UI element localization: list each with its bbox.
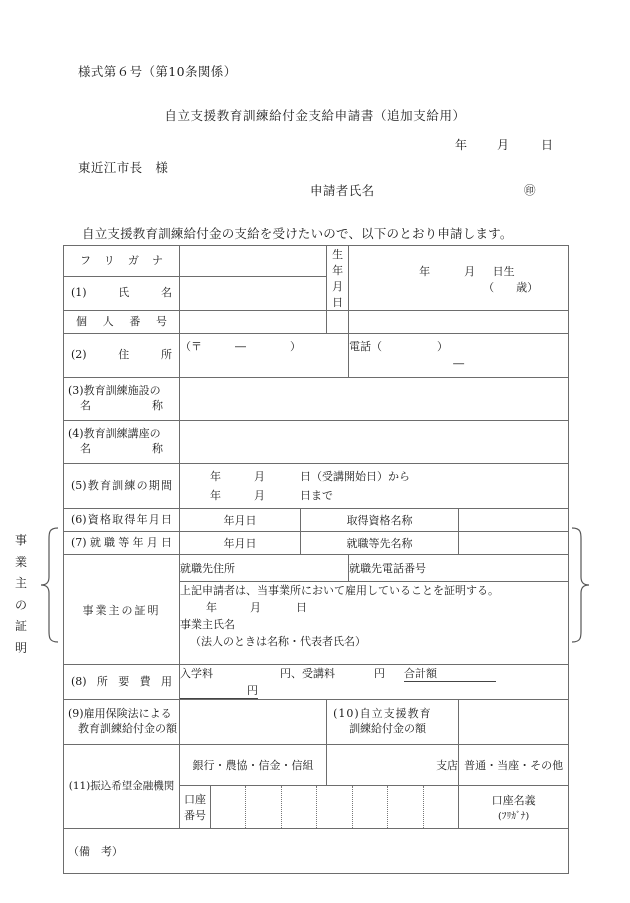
qualification-name-label: 取得資格名称: [301, 509, 459, 532]
account-number-input[interactable]: [211, 786, 459, 829]
employment-insurance-input[interactable]: [180, 700, 327, 745]
vlabel-char-2: 業: [14, 554, 27, 569]
vlabel-char-1: 事: [14, 533, 27, 547]
entrance-fee-label: 入学料: [180, 667, 213, 680]
table-row-bank-institution: [64, 745, 569, 786]
tuition-fee-label: 円、受講料: [280, 667, 335, 680]
qual-year-label: 年: [223, 514, 235, 527]
table-row-benefit-amounts: [64, 700, 569, 745]
table-row-qualification: [64, 509, 569, 532]
employment-date-label: (7)就職等年月日: [64, 532, 180, 555]
table-row-address: [64, 334, 569, 378]
self-support-benefit-input[interactable]: [459, 700, 569, 745]
qual-month-label: 月: [234, 514, 246, 527]
right-brace-icon: [570, 527, 592, 643]
account-type-options[interactable]: 普通・当座・その他: [459, 745, 569, 786]
vlabel-char-3: 主: [14, 576, 27, 590]
date-day-label: 日: [541, 138, 554, 152]
account-digit-cell[interactable]: [246, 786, 281, 828]
mynumber-spacer-a: [327, 311, 349, 334]
period-end-year: 年: [210, 489, 221, 502]
period-start-month: 月: [254, 469, 265, 483]
employer-cert-label: 事業主の証明: [64, 555, 180, 665]
table-row-expenses: [64, 665, 569, 700]
owner-name-label: 事業主氏名: [180, 618, 235, 632]
account-digit-cell[interactable]: [282, 786, 317, 828]
cert-month-label: 月: [250, 601, 261, 615]
work-telephone-label: 就職先電話番号: [349, 555, 569, 582]
account-digit-cell[interactable]: [317, 786, 352, 828]
application-table: [63, 245, 569, 874]
qualification-date-label: (6)資格取得年月日: [64, 509, 180, 532]
institution-label: (3)教育訓練施設の 名称: [64, 378, 180, 421]
vlabel-char-5: 証: [14, 619, 27, 633]
submission-date-line: [455, 136, 553, 153]
left-brace-icon: [38, 527, 60, 643]
mynumber-input[interactable]: [180, 311, 327, 334]
qual-day-label: 日: [245, 514, 257, 527]
account-holder-label: 口座名義 (ﾌﾘｶﾞﾅ): [459, 786, 569, 829]
table-row-employment: [64, 532, 569, 555]
period-label: (5)教育訓練の期間: [64, 464, 180, 509]
date-year-label: 年: [455, 138, 468, 152]
emp-year-label: 年: [223, 537, 235, 550]
page-title: 自立支援教育訓練給付金支給申請書（追加支給用）: [164, 108, 466, 123]
remarks-field[interactable]: [64, 829, 569, 874]
bank-label: (11)振込希望金融機関: [64, 745, 180, 829]
birth-date-field[interactable]: [349, 246, 569, 311]
employer-name-label: 就職等先名称: [301, 532, 459, 555]
period-end-day: 日まで: [300, 489, 333, 502]
employment-insurance-label: (9)雇用保険法による 教育訓練給付金の額: [64, 700, 180, 745]
table-row-work-contact: [64, 555, 569, 582]
telephone-dash: ―: [453, 357, 465, 370]
vlabel-char-4: の: [14, 597, 27, 612]
address-input[interactable]: [180, 334, 349, 378]
work-address-label: 就職先住所: [180, 555, 349, 582]
period-field[interactable]: [180, 464, 569, 509]
name-input[interactable]: [180, 276, 327, 310]
furigana-label: フリガナ: [64, 246, 180, 277]
account-number-label: 口座番号: [180, 786, 211, 829]
account-digit-cell[interactable]: [388, 786, 423, 828]
self-support-benefit-label: (10)自立支援教育 訓練給付金の額: [327, 700, 459, 745]
qualification-name-input[interactable]: [459, 509, 569, 532]
table-row-furigana: [64, 246, 569, 277]
address-label: (2)住所: [64, 334, 180, 378]
name-label: (1)氏名: [64, 276, 180, 310]
intro-statement: 自立支援教育訓練給付金の支給を受けたいので、以下のとおり申請します。: [82, 226, 513, 241]
table-row-period: [64, 464, 569, 509]
employer-name-input[interactable]: [459, 532, 569, 555]
corporation-note: （法人のときは名称・代表者氏名）: [190, 635, 366, 649]
course-input[interactable]: [180, 421, 569, 464]
expenses-label: (8)所要費用: [64, 665, 180, 700]
vlabel-char-6: 明: [14, 640, 27, 655]
remarks-label: （備 考）: [68, 845, 123, 858]
birth-month-label: 月: [464, 265, 476, 278]
birth-day-label: 日生: [492, 265, 515, 278]
yen-unit-label: 円: [374, 667, 385, 680]
course-label: (4)教育訓練講座の 名称: [64, 421, 180, 464]
date-month-label: 月: [497, 138, 510, 152]
cert-year-label: 年: [206, 601, 217, 615]
table-row-mynumber: [64, 311, 569, 334]
period-start-year: 年: [210, 469, 221, 483]
furigana-input[interactable]: [180, 246, 327, 277]
account-digit-cell[interactable]: [424, 786, 458, 828]
postal-code-label: （〒 ― ）: [180, 340, 301, 353]
period-start-day: 日（受講開始日）から: [300, 469, 410, 483]
addressee: 東近江市長 様: [78, 160, 169, 175]
applicant-name-label: 申請者氏名: [310, 183, 375, 198]
total-amount-label: 合計額: [404, 665, 496, 682]
age-label: （ 歳）: [483, 281, 539, 294]
birth-date-label: 生年月日: [327, 246, 349, 311]
period-end-month: 月: [254, 489, 265, 502]
form-number: 様式第６号（第10条関係）: [78, 64, 237, 79]
mynumber-spacer-b: [349, 311, 569, 334]
table-row-institution: [64, 378, 569, 421]
expenses-field[interactable]: [180, 665, 569, 700]
emp-month-label: 月: [234, 537, 246, 550]
telephone-field[interactable]: [349, 334, 569, 378]
employer-statement-block[interactable]: [180, 582, 569, 665]
telephone-label: 電話（ ）: [349, 340, 449, 353]
institution-input[interactable]: [180, 378, 569, 421]
account-digit-cell[interactable]: [353, 786, 388, 828]
employer-statement-text: 上記申請者は、当事業所において雇用していることを証明する。: [180, 584, 499, 597]
account-digit-cell[interactable]: [211, 786, 246, 828]
table-row-remarks: [64, 829, 569, 874]
employer-cert-vertical-label: [12, 530, 30, 659]
mynumber-label: 個人番号: [64, 311, 180, 334]
table-row-course: [64, 421, 569, 464]
seal-icon: ㊞: [524, 183, 536, 197]
birth-year-label: 年: [419, 265, 431, 278]
cert-day-label: 日: [296, 601, 307, 615]
qualification-date-field[interactable]: [180, 509, 301, 532]
total-yen-unit: 円: [180, 682, 258, 699]
bank-type-options[interactable]: 銀行・農協・信金・信組: [180, 745, 327, 786]
branch-label[interactable]: 支店: [327, 745, 459, 786]
emp-day-label: 日: [245, 537, 257, 550]
employment-date-field[interactable]: [180, 532, 301, 555]
